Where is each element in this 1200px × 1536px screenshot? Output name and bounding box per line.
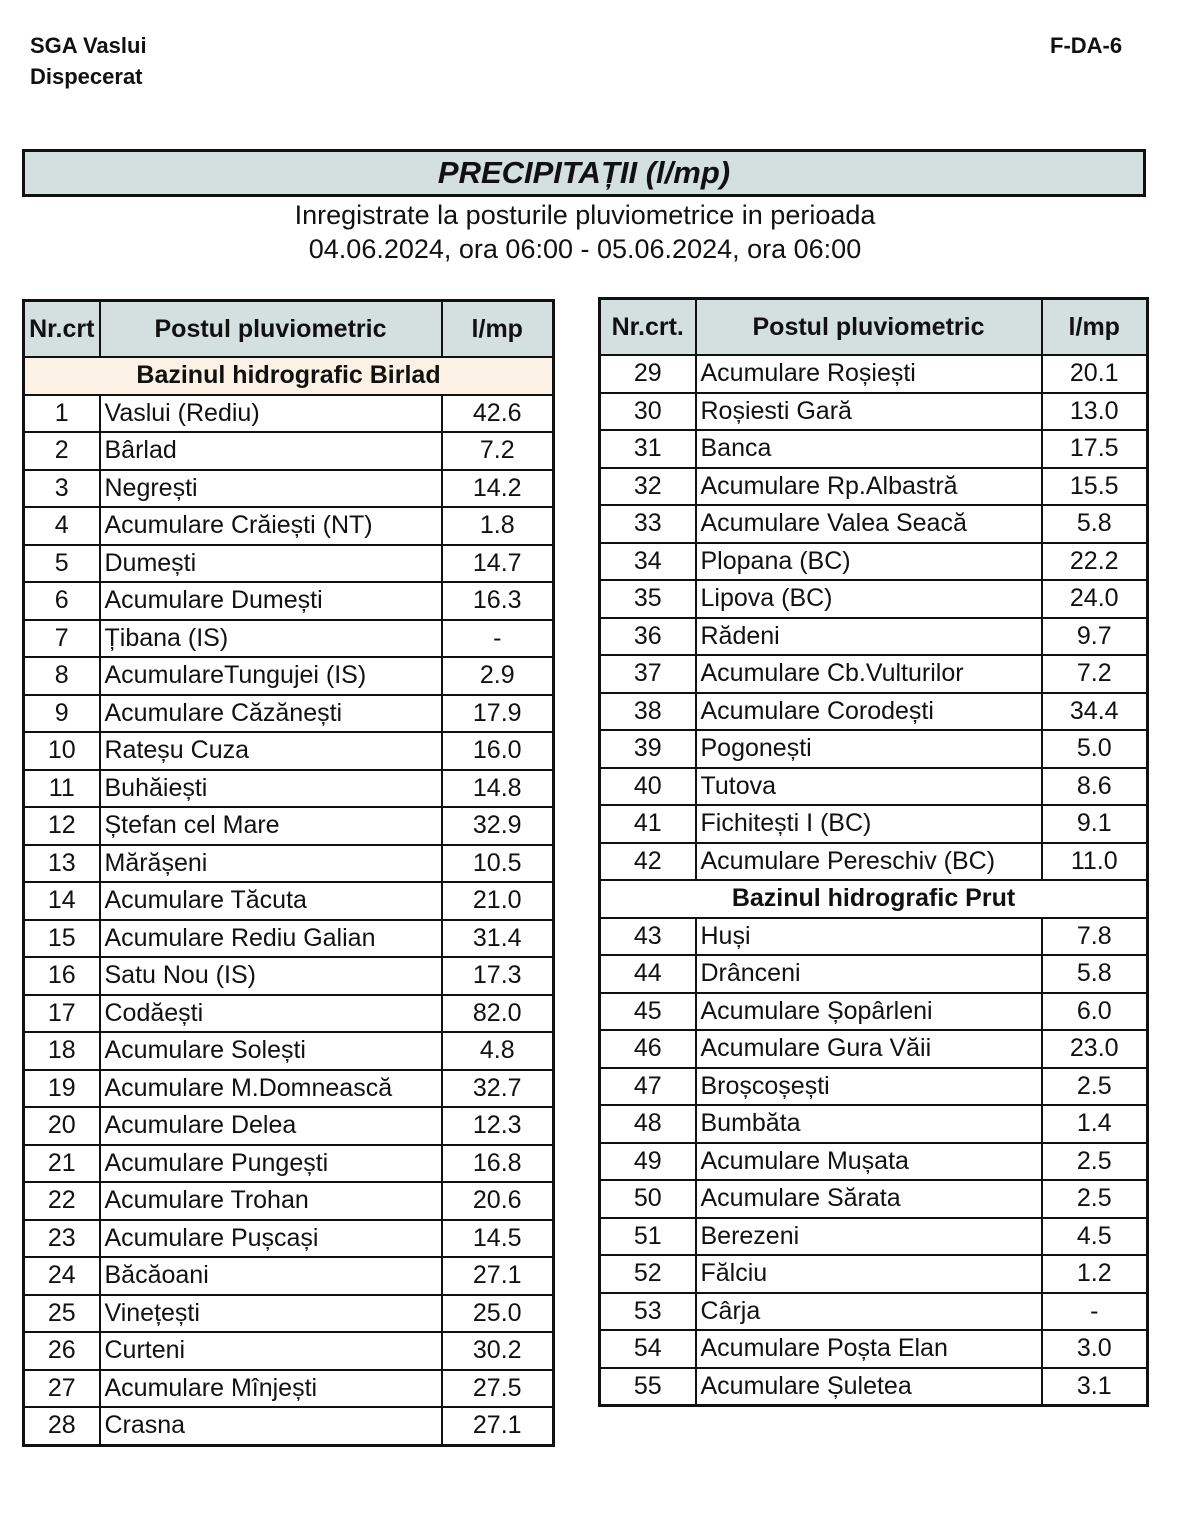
table-row [600, 805, 1148, 843]
station-name: Mărășeni [100, 845, 442, 883]
station-name: Acumulare Gura Văii [696, 1030, 1042, 1068]
row-number: 4 [24, 507, 100, 545]
table-row [600, 1368, 1148, 1406]
row-number: 7 [24, 620, 100, 658]
table-row [600, 580, 1148, 618]
row-number: 8 [24, 657, 100, 695]
table-row [600, 993, 1148, 1031]
precipitation-value: 30.2 [442, 1332, 554, 1370]
station-name: Curteni [100, 1332, 442, 1370]
row-number: 50 [600, 1180, 696, 1218]
table-row [24, 1070, 554, 1108]
row-number: 34 [600, 543, 696, 581]
precipitation-value: 4.8 [442, 1032, 554, 1070]
station-name: Acumulare Căzănești [100, 695, 442, 733]
table-row [600, 505, 1148, 543]
table-row [24, 732, 554, 770]
station-name: Fichitești I (BC) [696, 805, 1042, 843]
table-header-row [600, 299, 1148, 356]
row-number: 20 [24, 1107, 100, 1145]
row-number: 9 [24, 695, 100, 733]
station-name: Acumulare Poșta Elan [696, 1330, 1042, 1368]
precipitation-value: 11.0 [1042, 843, 1148, 881]
precipitation-value: 16.3 [442, 582, 554, 620]
station-name: Broșcoșești [696, 1068, 1042, 1106]
precipitation-value: 42.6 [442, 395, 554, 433]
precipitation-value: 20.6 [442, 1182, 554, 1220]
precipitation-value: 31.4 [442, 920, 554, 958]
precipitation-value: 32.7 [442, 1070, 554, 1108]
station-name: Codăești [100, 995, 442, 1033]
precipitation-value: 2.5 [1042, 1068, 1148, 1106]
precipitation-value: 2.5 [1042, 1143, 1148, 1181]
table-row [600, 655, 1148, 693]
row-number: 11 [24, 770, 100, 808]
precipitation-value: 2.9 [442, 657, 554, 695]
station-name: Acumulare Crăiești (NT) [100, 507, 442, 545]
station-name: Acumulare Pungești [100, 1145, 442, 1183]
row-number: 16 [24, 957, 100, 995]
row-number: 33 [600, 505, 696, 543]
precipitation-value: 13.0 [1042, 393, 1148, 431]
row-number: 40 [600, 768, 696, 806]
precipitation-value: 25.0 [442, 1295, 554, 1333]
precipitation-value: 16.8 [442, 1145, 554, 1183]
right-precipitation-table [598, 297, 1149, 1407]
row-number: 30 [600, 393, 696, 431]
header-station: Postul pluviometric [100, 301, 442, 358]
row-number: 29 [600, 355, 696, 393]
station-name: Pogonești [696, 730, 1042, 768]
table-row [600, 918, 1148, 956]
table-row [600, 730, 1148, 768]
precipitation-value: 9.7 [1042, 618, 1148, 656]
table-row [24, 882, 554, 920]
station-name: Crasna [100, 1407, 442, 1445]
table-row [600, 1105, 1148, 1143]
precipitation-value: 27.1 [442, 1407, 554, 1445]
station-name: Banca [696, 430, 1042, 468]
table-row [600, 1330, 1148, 1368]
precipitation-value: 14.8 [442, 770, 554, 808]
station-name: Rateșu Cuza [100, 732, 442, 770]
station-name: Acumulare Tăcuta [100, 882, 442, 920]
precipitation-value: 21.0 [442, 882, 554, 920]
table-row [24, 620, 554, 658]
table-row [24, 695, 554, 733]
table-row [600, 1030, 1148, 1068]
station-name: AcumulareTungujei (IS) [100, 657, 442, 695]
precipitation-value: 14.5 [442, 1220, 554, 1258]
row-number: 35 [600, 580, 696, 618]
station-name: Acumulare Trohan [100, 1182, 442, 1220]
station-name: Țibana (IS) [100, 620, 442, 658]
page-title: PRECIPITAȚII (l/mp) [22, 149, 1146, 197]
precipitation-value: 15.5 [1042, 468, 1148, 506]
precipitation-value: 32.9 [442, 807, 554, 845]
station-name: Acumulare Șuletea [696, 1368, 1042, 1406]
station-name: Acumulare Pereschiv (BC) [696, 843, 1042, 881]
precipitation-value: 17.3 [442, 957, 554, 995]
station-name: Vinețești [100, 1295, 442, 1333]
row-number: 38 [600, 693, 696, 731]
row-number: 31 [600, 430, 696, 468]
row-number: 6 [24, 582, 100, 620]
row-number: 39 [600, 730, 696, 768]
station-name: Ștefan cel Mare [100, 807, 442, 845]
row-number: 18 [24, 1032, 100, 1070]
precipitation-value: 14.7 [442, 545, 554, 583]
precipitation-value: 10.5 [442, 845, 554, 883]
station-name: Acumulare Delea [100, 1107, 442, 1145]
table-row [24, 470, 554, 508]
table-row [24, 657, 554, 695]
station-name: Acumulare Roșiești [696, 355, 1042, 393]
precipitation-value: 1.8 [442, 507, 554, 545]
row-number: 12 [24, 807, 100, 845]
table-row [600, 1255, 1148, 1293]
precipitation-value: 22.2 [1042, 543, 1148, 581]
row-number: 13 [24, 845, 100, 883]
station-name: Lipova (BC) [696, 580, 1042, 618]
precipitation-value: 7.8 [1042, 918, 1148, 956]
row-number: 22 [24, 1182, 100, 1220]
station-name: Satu Nou (IS) [100, 957, 442, 995]
station-name: Dumești [100, 545, 442, 583]
table-row [24, 1145, 554, 1183]
precipitation-value: 20.1 [1042, 355, 1148, 393]
header-value: l/mp [1042, 299, 1148, 356]
station-name: Acumulare Mînjești [100, 1370, 442, 1408]
precipitation-value: 5.0 [1042, 730, 1148, 768]
precipitation-value: 7.2 [442, 432, 554, 470]
station-name: Buhăiești [100, 770, 442, 808]
station-name: Fălciu [696, 1255, 1042, 1293]
station-name: Vaslui (Rediu) [100, 395, 442, 433]
precipitation-value: 5.8 [1042, 505, 1148, 543]
precipitation-value: 27.5 [442, 1370, 554, 1408]
form-code: F-DA-6 [1050, 33, 1123, 58]
precipitation-value: 12.3 [442, 1107, 554, 1145]
table-row [600, 543, 1148, 581]
station-name: Bârlad [100, 432, 442, 470]
table-row [600, 1068, 1148, 1106]
row-number: 27 [24, 1370, 100, 1408]
row-number: 24 [24, 1257, 100, 1295]
precipitation-value: 3.0 [1042, 1330, 1148, 1368]
table-row [600, 355, 1148, 393]
station-name: Drânceni [696, 955, 1042, 993]
station-name: Acumulare Solești [100, 1032, 442, 1070]
row-number: 36 [600, 618, 696, 656]
precipitation-value: 27.1 [442, 1257, 554, 1295]
table-row [24, 1295, 554, 1333]
station-name: Acumulare Rp.Albastră [696, 468, 1042, 506]
row-number: 21 [24, 1145, 100, 1183]
row-number: 46 [600, 1030, 696, 1068]
table-row [24, 1107, 554, 1145]
row-number: 15 [24, 920, 100, 958]
table-row [600, 1293, 1148, 1331]
table-row [600, 693, 1148, 731]
basin-row [24, 357, 554, 395]
row-number: 48 [600, 1105, 696, 1143]
station-name: Acumulare Mușata [696, 1143, 1042, 1181]
precipitation-value: 3.1 [1042, 1368, 1148, 1406]
precipitation-value: 5.8 [1042, 955, 1148, 993]
table-row [24, 807, 554, 845]
station-name: Acumulare Dumești [100, 582, 442, 620]
header-left [30, 30, 147, 92]
row-number: 43 [600, 918, 696, 956]
precipitation-value: 17.5 [1042, 430, 1148, 468]
org-name: SGA Vaslui [30, 33, 147, 58]
station-name: Acumulare Șopârleni [696, 993, 1042, 1031]
precipitation-value: 9.1 [1042, 805, 1148, 843]
precipitation-value: - [1042, 1293, 1148, 1331]
row-number: 55 [600, 1368, 696, 1406]
dept-name: Dispecerat [30, 64, 143, 89]
subtitle-line-2: 04.06.2024, ora 06:00 - 05.06.2024, ora 06:00 [308, 234, 862, 264]
station-name: Plopana (BC) [696, 543, 1042, 581]
row-number: 5 [24, 545, 100, 583]
station-name: Acumulare Pușcași [100, 1220, 442, 1258]
precipitation-value: 7.2 [1042, 655, 1148, 693]
table-row [600, 1218, 1148, 1256]
basin-title-birlad: Bazinul hidrografic Birlad [24, 357, 554, 395]
station-name: Acumulare Corodești [696, 693, 1042, 731]
row-number: 41 [600, 805, 696, 843]
table-row [600, 843, 1148, 881]
table-row [24, 995, 554, 1033]
table-row [24, 432, 554, 470]
table-row [600, 618, 1148, 656]
precipitation-value: 23.0 [1042, 1030, 1148, 1068]
row-number: 14 [24, 882, 100, 920]
row-number: 19 [24, 1070, 100, 1108]
row-number: 26 [24, 1332, 100, 1370]
table-row [24, 1407, 554, 1445]
row-number: 23 [24, 1220, 100, 1258]
precipitation-value: - [442, 620, 554, 658]
precipitation-value: 8.6 [1042, 768, 1148, 806]
precipitation-value: 6.0 [1042, 993, 1148, 1031]
basin-row [600, 880, 1148, 918]
row-number: 42 [600, 843, 696, 881]
table-row [24, 1182, 554, 1220]
row-number: 28 [24, 1407, 100, 1445]
table-row [24, 395, 554, 433]
header-station: Postul pluviometric [696, 299, 1042, 356]
table-row [24, 545, 554, 583]
row-number: 2 [24, 432, 100, 470]
row-number: 54 [600, 1330, 696, 1368]
table-header-row [24, 301, 554, 358]
row-number: 53 [600, 1293, 696, 1331]
row-number: 17 [24, 995, 100, 1033]
precipitation-value: 1.2 [1042, 1255, 1148, 1293]
table-row [600, 768, 1148, 806]
station-name: Huși [696, 918, 1042, 956]
station-name: Berezeni [696, 1218, 1042, 1256]
row-number: 51 [600, 1218, 696, 1256]
precipitation-value: 2.5 [1042, 1180, 1148, 1218]
table-row [24, 582, 554, 620]
precipitation-value: 16.0 [442, 732, 554, 770]
station-name: Rădeni [696, 618, 1042, 656]
precipitation-value: 24.0 [1042, 580, 1148, 618]
table-row [24, 507, 554, 545]
station-name: Negrești [100, 470, 442, 508]
header-value: l/mp [442, 301, 554, 358]
table-row [600, 1143, 1148, 1181]
table-row [24, 957, 554, 995]
table-row [24, 770, 554, 808]
table-row [24, 1257, 554, 1295]
row-number: 1 [24, 395, 100, 433]
precipitation-value: 4.5 [1042, 1218, 1148, 1256]
station-name: Cârja [696, 1293, 1042, 1331]
table-row [24, 845, 554, 883]
station-name: Acumulare M.Domnească [100, 1070, 442, 1108]
row-number: 49 [600, 1143, 696, 1181]
row-number: 10 [24, 732, 100, 770]
subtitle-line-1: Inregistrate la posturile pluviometrice in perioada [294, 200, 876, 230]
table-row [600, 430, 1148, 468]
basin-title-prut: Bazinul hidrografic Prut [600, 880, 1148, 918]
station-name: Acumulare Valea Seacă [696, 505, 1042, 543]
table-row [24, 1370, 554, 1408]
table-row [600, 393, 1148, 431]
precipitation-value: 17.9 [442, 695, 554, 733]
station-name: Acumulare Sărata [696, 1180, 1042, 1218]
table-row [600, 468, 1148, 506]
table-row [600, 955, 1148, 993]
row-number: 52 [600, 1255, 696, 1293]
table-row [24, 920, 554, 958]
precipitation-value: 1.4 [1042, 1105, 1148, 1143]
row-number: 37 [600, 655, 696, 693]
row-number: 47 [600, 1068, 696, 1106]
station-name: Băcăoani [100, 1257, 442, 1295]
row-number: 25 [24, 1295, 100, 1333]
row-number: 45 [600, 993, 696, 1031]
table-row [600, 1180, 1148, 1218]
precipitation-value: 14.2 [442, 470, 554, 508]
station-name: Acumulare Rediu Galian [100, 920, 442, 958]
station-name: Bumbăta [696, 1105, 1042, 1143]
row-number: 3 [24, 470, 100, 508]
table-row [24, 1332, 554, 1370]
table-row [24, 1220, 554, 1258]
header-nr: Nr.crt [24, 301, 100, 358]
row-number: 44 [600, 955, 696, 993]
precipitation-value: 82.0 [442, 995, 554, 1033]
station-name: Tutova [696, 768, 1042, 806]
table-row [24, 1032, 554, 1070]
left-precipitation-table [22, 299, 555, 1447]
header-nr: Nr.crt. [600, 299, 696, 356]
row-number: 32 [600, 468, 696, 506]
station-name: Acumulare Cb.Vulturilor [696, 655, 1042, 693]
station-name: Roșiesti Gară [696, 393, 1042, 431]
precipitation-value: 34.4 [1042, 693, 1148, 731]
